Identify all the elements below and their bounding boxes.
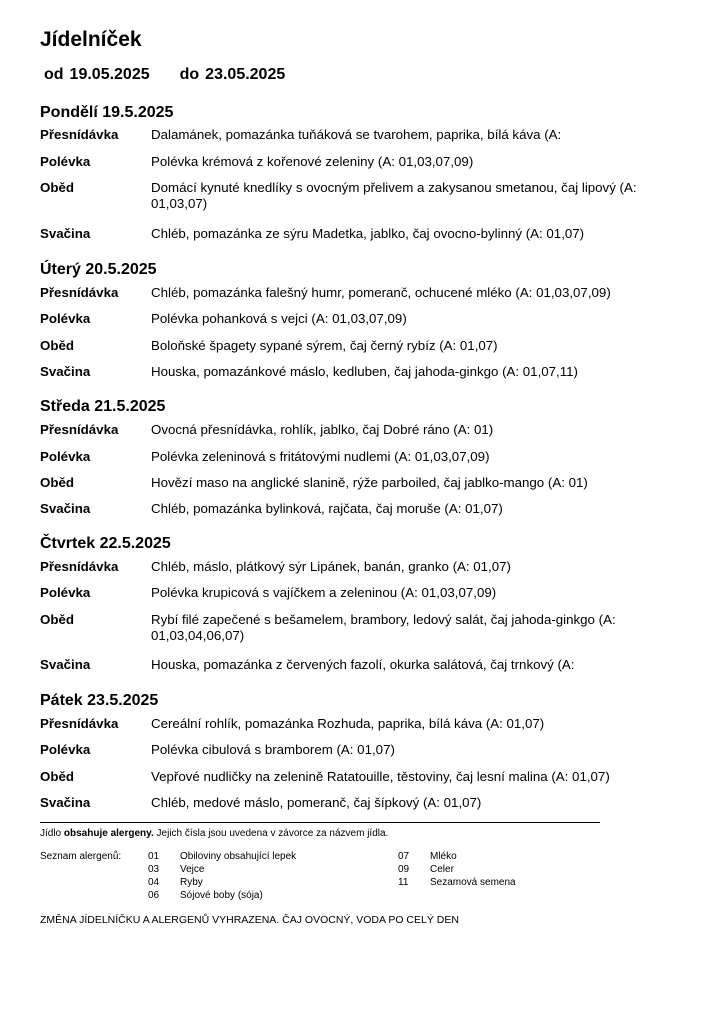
divider	[40, 822, 600, 823]
meal-type: Oběd	[40, 769, 74, 784]
allergen-item	[148, 876, 203, 889]
allergen-name: Sezamová semena	[430, 877, 516, 888]
allergen-item	[398, 876, 516, 889]
day-title: Pondělí 19.5.2025	[40, 104, 174, 121]
date-to-label: do	[179, 66, 200, 83]
allergen-item	[148, 863, 204, 876]
meal-desc: Chléb, medové máslo, pomeranč, čaj šípkový (A: 01,07)	[151, 795, 482, 810]
meal-desc: Houska, pomazánkové máslo, kedluben, čaj jahoda-ginkgo (A: 01,07,11)	[151, 364, 578, 379]
day-section	[40, 396, 680, 516]
allergen-number: 04	[148, 877, 160, 888]
meal-desc: Polévka krupicová s vajíčkem a zeleninou (A: 01,03,07,09)	[151, 585, 497, 600]
meal-desc: Rybí filé zapečené s bešamelem, brambory, ledový salát, čaj jahoda-ginkgo (A: 01,03,04,06,07)	[151, 612, 616, 643]
meal-desc: Polévka cibulová s bramborem (A: 01,07)	[151, 742, 395, 757]
allergen-note-bold: obsahuje alergeny.	[63, 828, 154, 839]
allergen-number: 11	[398, 877, 409, 888]
allergen-name: Ryby	[180, 877, 203, 888]
meal-desc: Dalamánek, pomazánka tuňáková se tvarohem, paprika, bílá káva (A:	[151, 127, 562, 142]
date-to: 23.05.2025	[205, 66, 286, 83]
day-title: Čtvrtek 22.5.2025	[40, 535, 171, 552]
allergen-name: Obiloviny obsahující lepek	[180, 851, 297, 862]
allergen-name: Sójové boby (sója)	[180, 890, 263, 901]
meal-type: Přesnídávka	[40, 127, 119, 142]
meal-type: Svačina	[40, 364, 91, 379]
day-title: Středa 21.5.2025	[40, 398, 166, 415]
allergen-list-label: Seznam alergenů:	[40, 851, 122, 862]
day-title: Pátek 23.5.2025	[40, 692, 159, 709]
allergen-number: 06	[148, 890, 160, 901]
allergen-name: Vejce	[180, 864, 205, 875]
meal-type: Polévka	[40, 742, 91, 757]
day-title: Úterý 20.5.2025	[40, 261, 157, 278]
meal-desc: Chléb, pomazánka ze sýru Madetka, jablko, čaj ovocno-bylinný (A: 01,07)	[151, 226, 585, 241]
allergen-note-rest: Jejich čísla jsou uvedena v závorce za názvem jídla.	[153, 828, 389, 839]
meal-type: Přesnídávka	[40, 285, 119, 300]
meal-desc: Polévka pohanková s vejci (A: 01,03,07,09)	[151, 311, 407, 326]
meal-type: Oběd	[40, 338, 74, 353]
allergen-number: 07	[398, 851, 410, 862]
page-title: Jídelníček	[40, 28, 142, 51]
allergen-note-prefix: Jídlo	[40, 828, 64, 839]
meal-type: Polévka	[40, 311, 91, 326]
allergen-item	[148, 850, 296, 863]
meal-type: Polévka	[40, 585, 91, 600]
meal-desc: Polévka zeleninová s fritátovými nudlemi (A: 01,03,07,09)	[151, 449, 490, 464]
meal-type: Oběd	[40, 180, 74, 195]
meal-type: Svačina	[40, 795, 91, 810]
allergen-item	[398, 863, 454, 876]
footer-note: ZMĚNA JÍDELNÍČKU A ALERGENŮ VYHRAZENA. ČAJ OVOCNÝ, VODA PO CELÝ DEN	[40, 914, 459, 926]
meal-type: Svačina	[40, 657, 91, 672]
date-from: 19.05.2025	[69, 66, 150, 83]
day-section	[40, 690, 680, 810]
allergen-number: 09	[398, 864, 410, 875]
day-section	[40, 533, 680, 672]
allergen-item	[148, 889, 263, 902]
meal-desc: Chléb, pomazánka falešný humr, pomeranč, ochucené mléko (A: 01,03,07,09)	[151, 285, 611, 300]
meal-desc: Domácí kynuté knedlíky s ovocným přelivem a zakysanou smetanou, čaj lipový (A: 01,03,07)	[151, 180, 637, 211]
meal-desc: Chléb, máslo, plátkový sýr Lipánek, banán, granko (A: 01,07)	[151, 559, 511, 574]
allergen-name: Celer	[430, 864, 454, 875]
meal-type: Oběd	[40, 475, 74, 490]
meal-type: Přesnídávka	[40, 559, 119, 574]
meal-type: Polévka	[40, 449, 91, 464]
meal-type: Polévka	[40, 154, 91, 169]
allergen-name: Mléko	[430, 851, 457, 862]
allergen-number: 01	[148, 851, 160, 862]
meal-desc: Boloňské špagety sypané sýrem, čaj černý rybíz (A: 01,07)	[151, 338, 498, 353]
meal-type: Svačina	[40, 226, 91, 241]
meal-type: Oběd	[40, 612, 74, 627]
meal-type: Přesnídávka	[40, 716, 119, 731]
day-section	[40, 259, 680, 379]
meal-type: Svačina	[40, 501, 91, 516]
meal-desc: Chléb, pomazánka bylinková, rajčata, čaj moruše (A: 01,07)	[151, 501, 503, 516]
meal-desc: Cereální rohlík, pomazánka Rozhuda, paprika, bílá káva (A: 01,07)	[151, 716, 545, 731]
meal-desc: Ovocná přesnídávka, rohlík, jablko, čaj Dobré ráno (A: 01)	[151, 422, 494, 437]
meal-desc: Polévka krémová z kořenové zeleniny (A: 01,03,07,09)	[151, 154, 474, 169]
meal-desc: Houska, pomazánka z červených fazolí, okurka salátová, čaj trnkový (A:	[151, 657, 575, 672]
allergen-item	[398, 850, 457, 863]
meal-desc: Vepřové nudličky na zelenině Ratatouille, těstoviny, čaj lesní malina (A: 01,07)	[151, 769, 610, 784]
meal-desc: Hovězí maso na anglické slanině, rýže parboiled, čaj jablko-mango (A: 01)	[151, 475, 588, 490]
day-section	[40, 102, 680, 241]
allergen-note	[40, 828, 388, 839]
date-range	[44, 66, 285, 84]
date-from-label: od	[44, 66, 64, 83]
meal-type: Přesnídávka	[40, 422, 119, 437]
allergen-number: 03	[148, 864, 160, 875]
